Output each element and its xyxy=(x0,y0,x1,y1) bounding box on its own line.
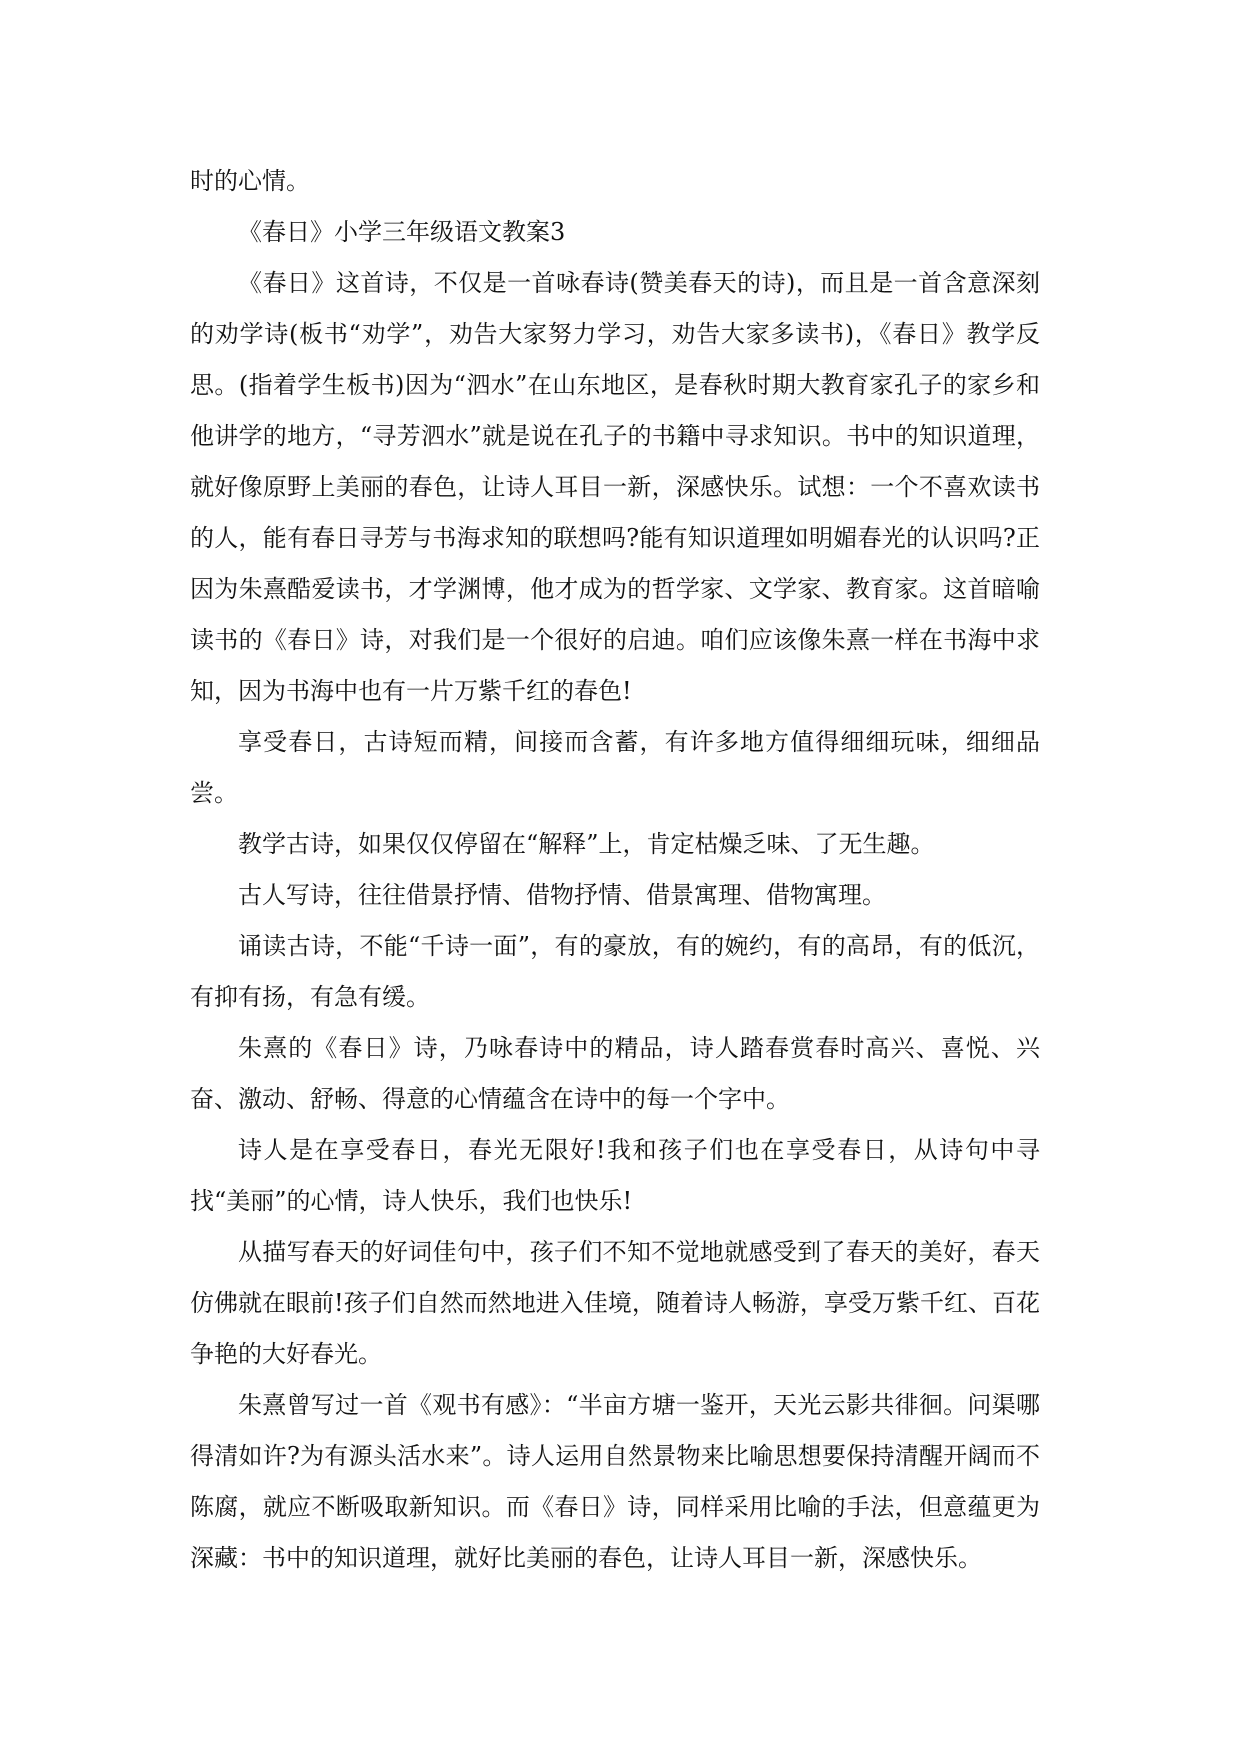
paragraph: 《春日》这首诗，不仅是一首咏春诗(赞美春天的诗)，而且是一首含意深刻的劝学诗(板书“劝学”，劝告大家努力学习，劝告大家多读书)，《春日》教学反思。(指着学生板书)因为“泗水”在山东地区，是春秋时期大教育家孔子的家乡和他讲学的地方，“寻芳泗水”就是说在孔子的书籍中寻求知识。书中的知识道理，就好像原野上美丽的春色，让诗人耳目一新，深感快乐。试想：一个不喜欢读书的人，能有春日寻芳与书海求知的联想吗?能有知识道理如明媚春光的认识吗?正因为朱熹酷爱读书，才学渊博，他才成为的哲学家、文学家、教育家。这首暗喻读书的《春日》诗，对我们是一个很好的启迪。咱们应该像朱熹一样在书海中求知，因为书海中也有一片万紫千红的春色! xyxy=(190,269,1040,705)
paragraph: 朱熹的《春日》诗，乃咏春诗中的精品，诗人踏春赏春时高兴、喜悦、兴奋、激动、舒畅、得意的心情蕴含在诗中的每一个字中。 xyxy=(190,1034,1040,1113)
paragraph: 诗人是在享受春日，春光无限好!我和孩子们也在享受春日，从诗句中寻找“美丽”的心情，诗人快乐，我们也快乐! xyxy=(190,1136,1040,1215)
paragraph: 享受春日，古诗短而精，间接而含蓄，有许多地方值得细细玩味，细细品尝。 xyxy=(190,728,1040,807)
document-body xyxy=(190,156,1040,1584)
section-heading: 《春日》小学三年级语文教案3 xyxy=(238,218,566,246)
paragraph: 朱熹曾写过一首《观书有感》：“半亩方塘一鉴开，天光云影共徘徊。问渠哪得清如许?为有源头活水来”。诗人运用自然景物来比喻思想要保持清醒开阔而不陈腐，就应不断吸取新知识。而《春日》诗，同样采用比喻的手法，但意蕴更为深藏：书中的知识道理，就好比美丽的春色，让诗人耳目一新，深感快乐。 xyxy=(190,1391,1040,1572)
paragraph: 古人写诗，往往借景抒情、借物抒情、借景寓理、借物寓理。 xyxy=(238,881,886,909)
paragraph-continuation: 时的心情。 xyxy=(190,167,310,195)
paragraph: 教学古诗，如果仅仅停留在“解释”上，肯定枯燥乏味、了无生趣。 xyxy=(238,830,935,858)
paragraph: 诵读古诗，不能“千诗一面”，有的豪放，有的婉约，有的高昂，有的低沉，有抑有扬，有急有缓。 xyxy=(190,932,1040,1011)
paragraph: 从描写春天的好词佳句中，孩子们不知不觉地就感受到了春天的美好，春天仿佛就在眼前!孩子们自然而然地进入佳境，随着诗人畅游，享受万紫千红、百花争艳的大好春光。 xyxy=(190,1238,1040,1368)
